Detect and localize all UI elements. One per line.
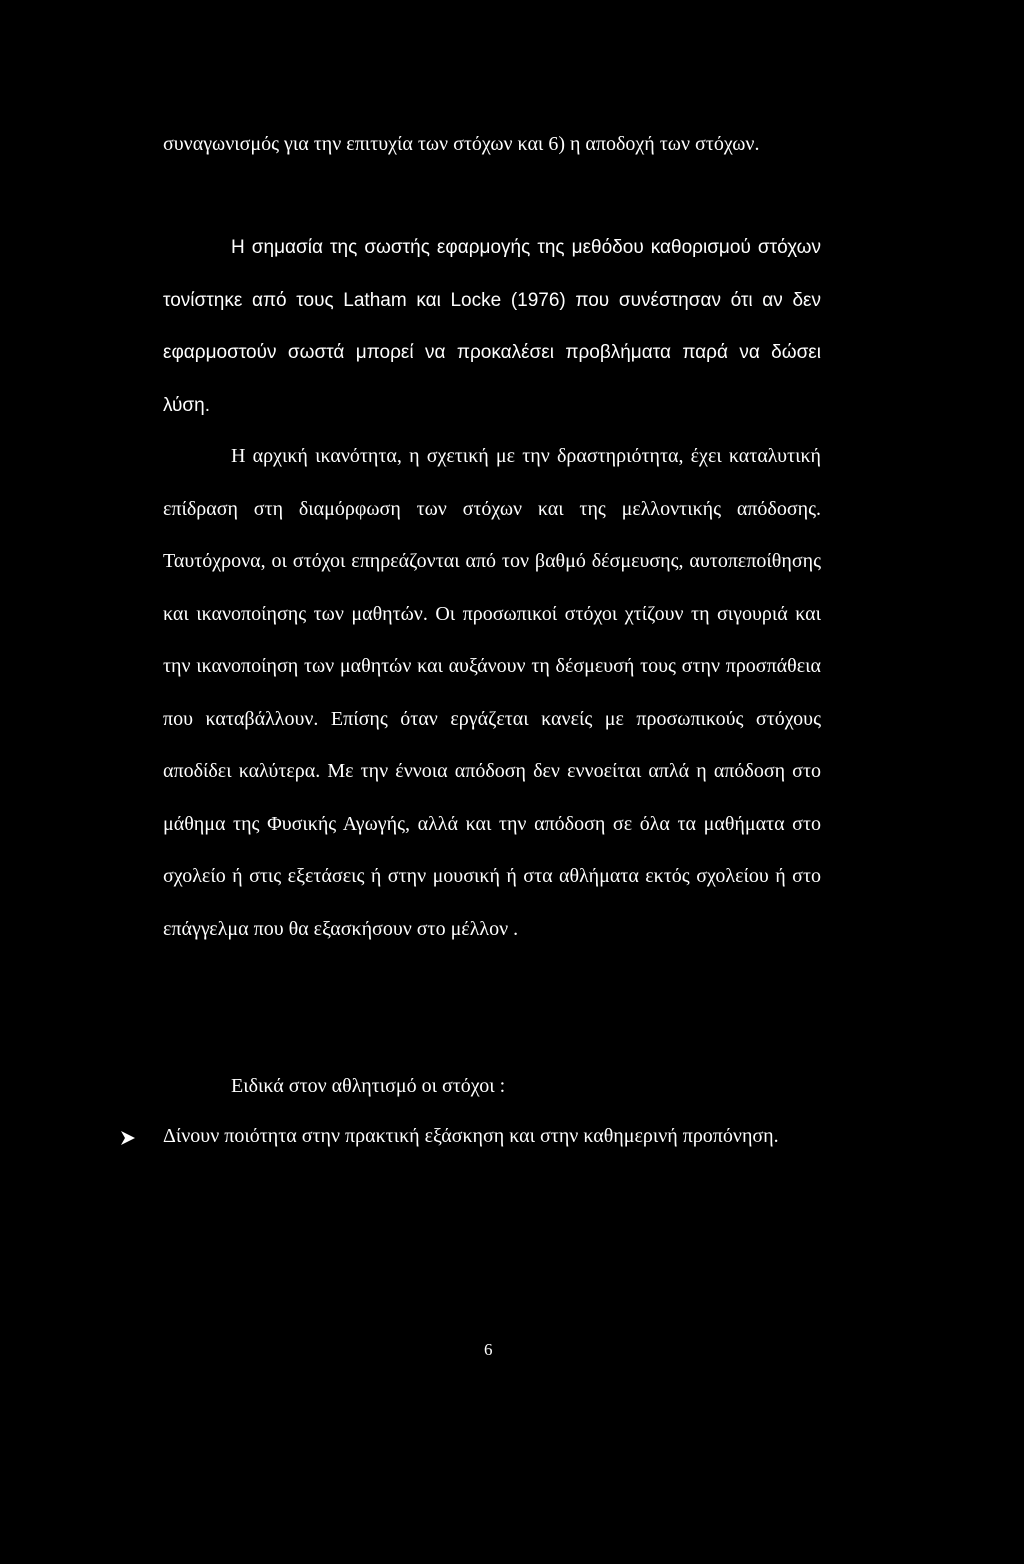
arrowhead-bullet-icon [120, 1130, 136, 1146]
page-number: 6 [484, 1340, 493, 1359]
section-heading-sports-goals: Ειδικά στον αθλητισμό οι στόχοι : [231, 1075, 506, 1097]
paragraph-latham-locke: Η σημασία της σωστής εφαρμογής της μεθόδου καθορισμού στόχων τονίστηκε από τους Latham και Locke (1976) που συνέστησαν ότι αν δεν εφαρμοστούν σωστά μπορεί να προκαλέσει προβλήματα παρά να δώσει λύση. [163, 237, 821, 416]
paragraph-initial-ability: Η αρχική ικανότητα, η σχετική με την δραστηριότητα, έχει καταλυτική επίδραση στη διαμόρφωση των στόχων και της μελλοντικής απόδοσης. Ταυτόχρονα, οι στόχοι επηρεάζονται από τον βαθμό δέσμευσης, αυτοπεποίθησης και ικανοποίησης των μαθητών. Οι προσωπικοί στόχοι χτίζουν τη σιγουριά και την ικανοποίηση των μαθητών και αυξάνουν τη δέσμευσή τους στην προσπάθεια που καταβάλλουν. Επίσης όταν εργάζεται κανείς με προσωπικούς στόχους αποδίδει καλύτερα. Με την έννοια απόδοση δεν εννοείται απλά η απόδοση στο μάθημα της Φυσικής Αγωγής, αλλά και την απόδοση σε όλα τα μαθήματα στο σχολείο ή στις εξετάσεις ή στην μουσική ή στα αθλήματα εκτός σχολείου ή στο επάγγελμα που θα εξασκήσουν στο μέλλον . [163, 445, 821, 940]
paragraph-continuation: συναγωνισμός για την επιτυχία των στόχων και 6) η αποδοχή των στόχων. [163, 133, 760, 155]
bullet-text: Δίνουν ποιότητα στην πρακτική εξάσκηση και στην καθημερινή προπόνηση. [163, 1125, 779, 1147]
